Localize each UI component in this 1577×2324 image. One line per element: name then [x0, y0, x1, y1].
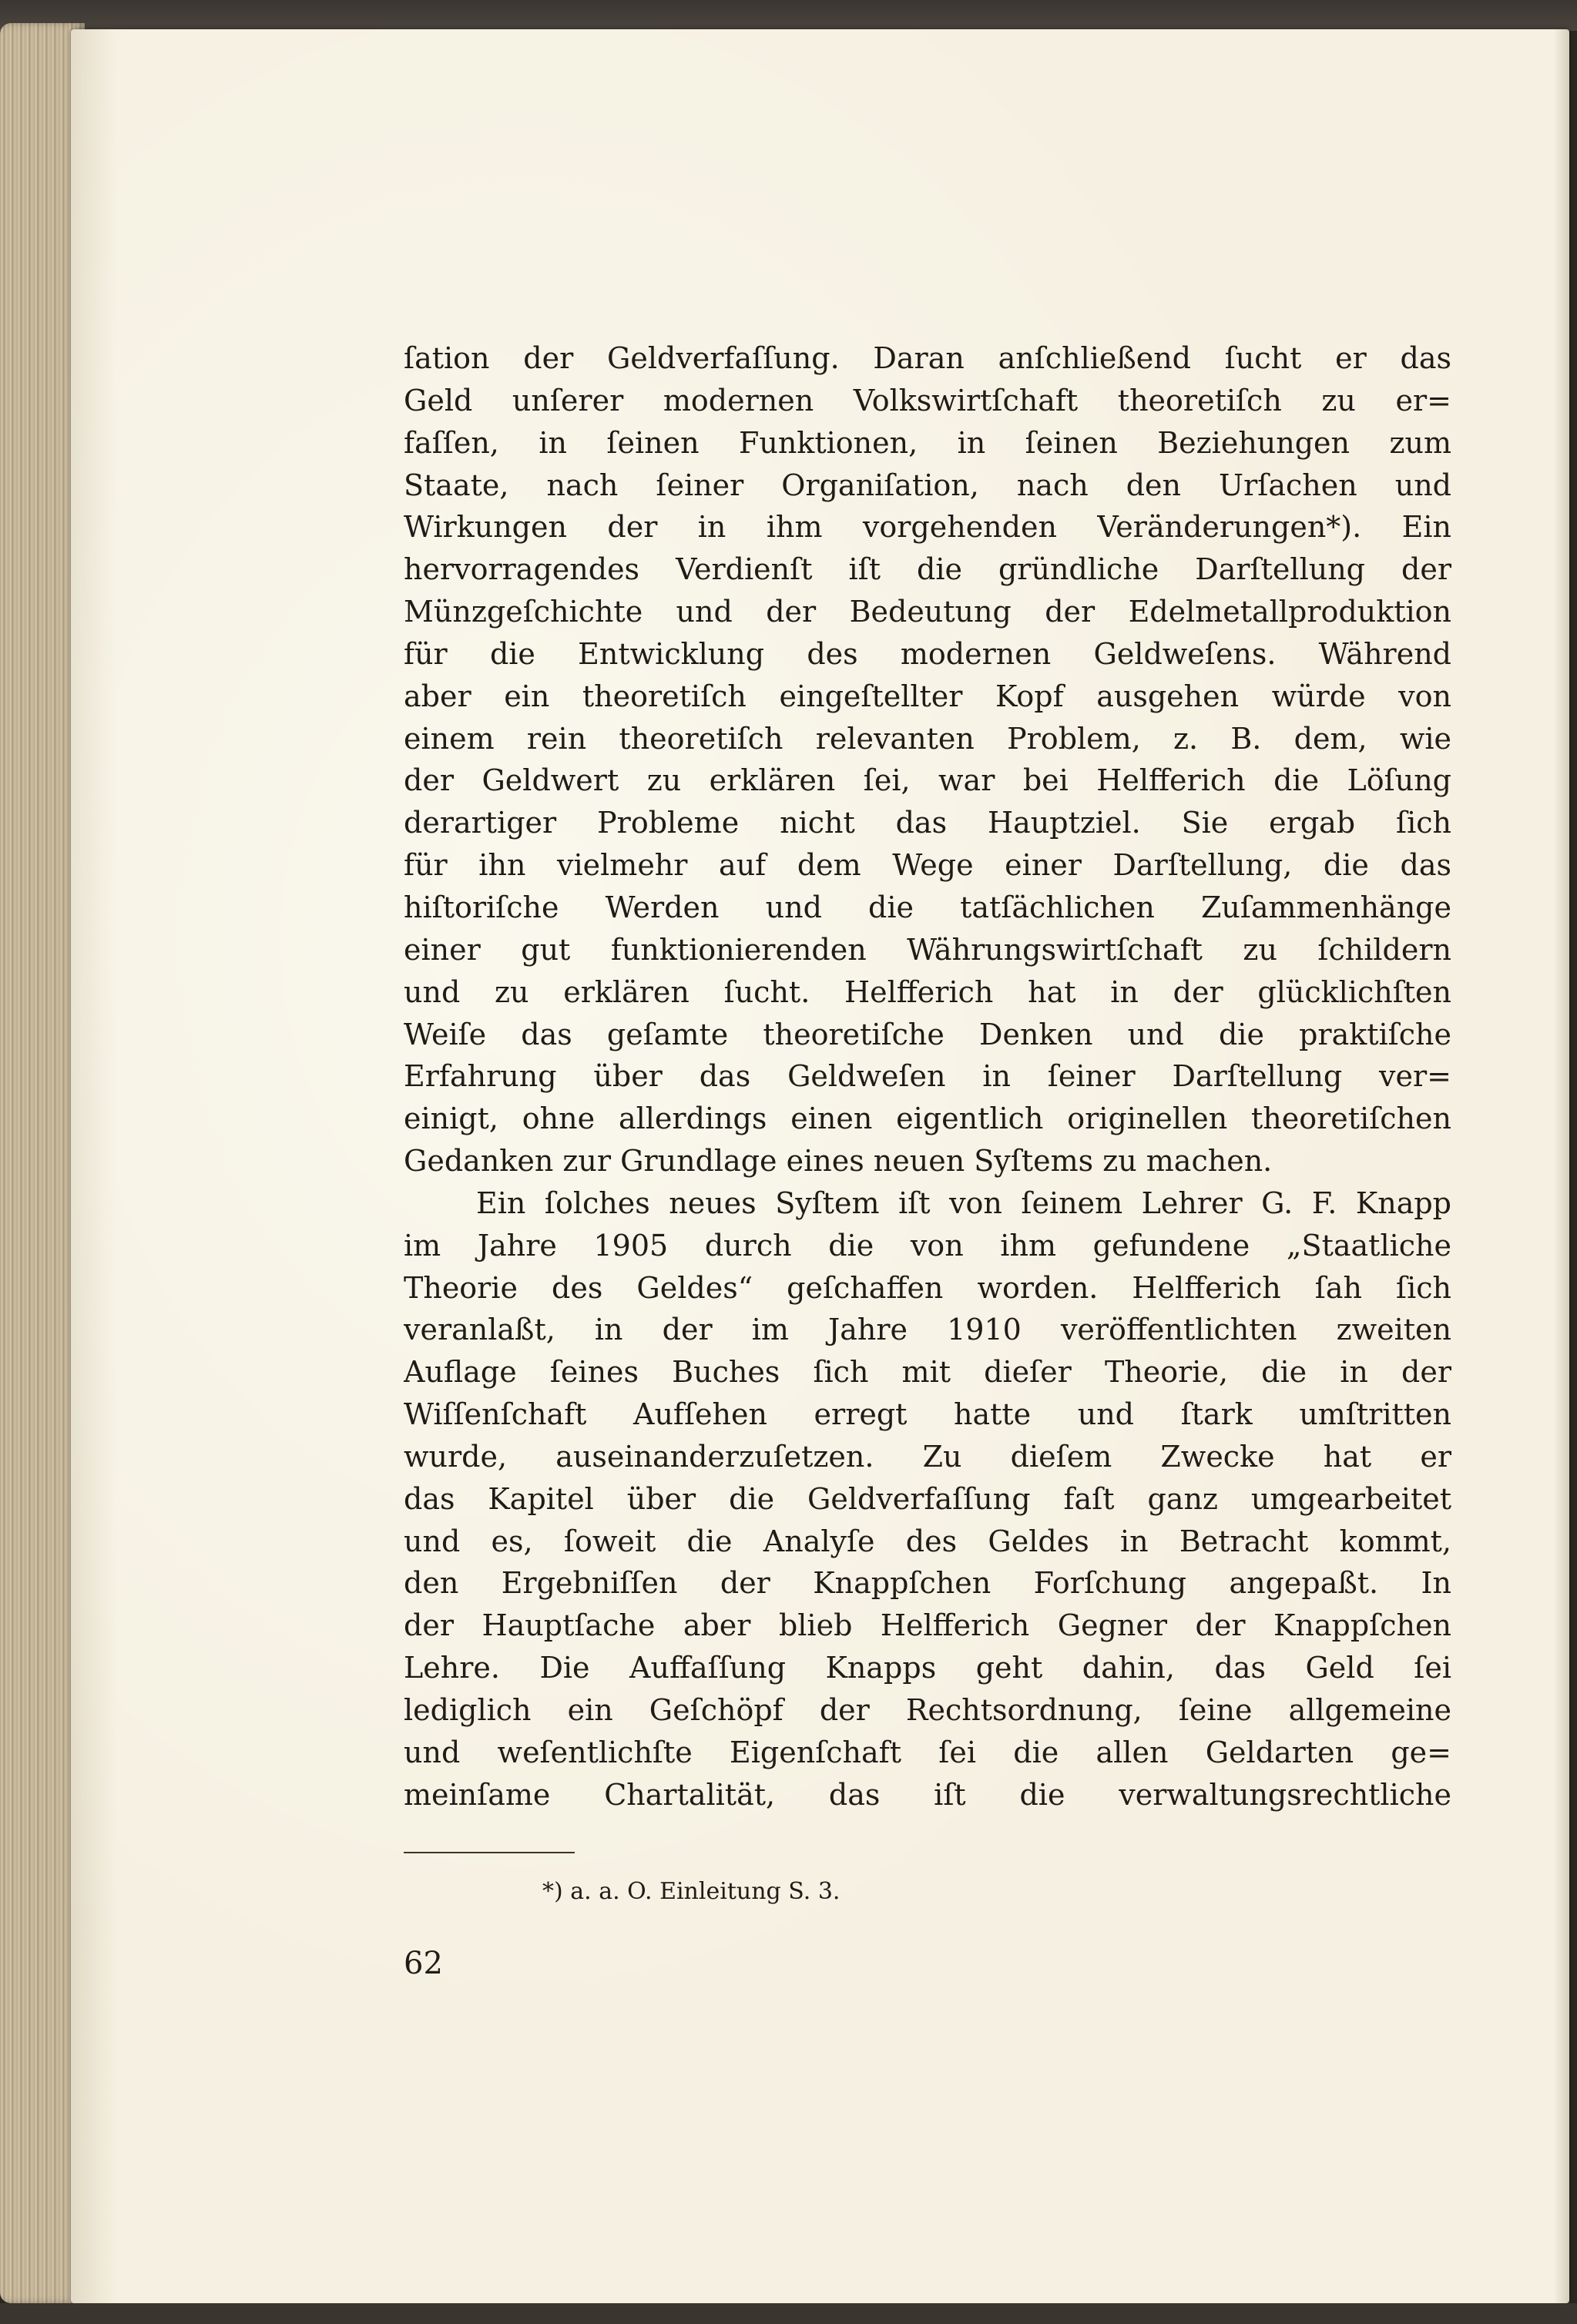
text-line: für die Entwicklung des modernen Geldweſens. Während — [404, 636, 1451, 671]
text-line: Auflage ſeines Buches ſich mit dieſer Theorie, die in der — [404, 1355, 1451, 1390]
text-line: veranlaßt, in der im Jahre 1910 veröffentlichten zweiten — [404, 1313, 1451, 1347]
body-text — [404, 337, 1451, 1816]
text-line: der Hauptſache aber blieb Helfferich Gegner der Knappſchen — [404, 1608, 1451, 1643]
text-line: wurde, auseinanderzuſetzen. Zu dieſem Zwecke hat er — [404, 1439, 1451, 1474]
text-line: und zu erklären ſucht. Helfferich hat in der glücklichſten — [404, 974, 1451, 1009]
text-line: Wirkungen der in ihm vorgehenden Veränderungen*). Ein — [404, 510, 1451, 545]
text-line: Erfahrung über das Geldweſen in ſeiner Darſtellung ver= — [404, 1059, 1451, 1094]
text-line: Geld unſerer modernen Volkswirtſchaft theoretiſch zu er= — [404, 383, 1451, 418]
text-line: und es, ſoweit die Analyſe des Geldes in Betracht kommt, — [404, 1524, 1451, 1558]
page-shadow — [1554, 29, 1569, 2303]
text-line: Weiſe das geſamte theoretiſche Denken und die praktiſche — [404, 1017, 1451, 1051]
text-line: das Kapitel über die Geldverfaſſung faſt ganz umgearbeitet — [404, 1481, 1451, 1516]
page-number: 62 — [404, 1946, 443, 1981]
text-line: lediglich ein Geſchöpf der Rechtsordnung, ſeine allgemeine — [404, 1693, 1451, 1727]
footnote: *) a. a. O. Einleitung S. 3. — [542, 1878, 841, 1905]
scan-background-top — [0, 0, 1577, 31]
text-line: faſſen, in ſeinen Funktionen, in ſeinen Beziehungen zum — [404, 425, 1451, 460]
text-line: meinſame Chartalität, das iſt die verwaltungsrechtliche — [404, 1777, 1451, 1812]
text-line: einem rein theoretiſch relevanten Problem, z. B. dem, wie — [404, 721, 1451, 756]
text-line: für ihn vielmehr auf dem Wege einer Darſtellung, die das — [404, 848, 1451, 883]
text-line: einigt, ohne allerdings einen eigentlich originellen theoretiſchen — [404, 1102, 1451, 1136]
text-line: hervorragendes Verdienſt iſt die gründliche Darſtellung der — [404, 552, 1451, 587]
text-line: Wiſſenſchaft Aufſehen erregt hatte und ſtark umſtritten — [404, 1397, 1451, 1432]
text-line: aber ein theoretiſch eingeſtellter Kopf ausgehen würde von — [404, 679, 1451, 713]
text-line: derartiger Probleme nicht das Hauptziel. Sie ergab ſich — [404, 806, 1451, 840]
text-line: Theorie des Geldes“ geſchaffen worden. Helfferich ſah ſich — [404, 1270, 1451, 1305]
scan-background-bottom — [0, 2303, 1577, 2324]
text-line: Münzgeſchichte und der Bedeutung der Edelmetallproduktion — [404, 595, 1451, 629]
text-line: Lehre. Die Auffaſſung Knapps geht dahin, das Geld ſei — [404, 1651, 1451, 1685]
footnote-divider — [404, 1852, 575, 1853]
text-line: ſation der Geldverfaſſung. Daran anſchließend ſucht er das — [404, 341, 1451, 375]
text-line: im Jahre 1905 durch die von ihm gefundene „Staatliche — [404, 1228, 1451, 1263]
text-line: und weſentlichſte Eigenſchaft ſei die allen Geldarten ge= — [404, 1735, 1451, 1769]
text-line: den Ergebniſſen der Knappſchen Forſchung angepaßt. In — [404, 1566, 1451, 1601]
book-page — [71, 29, 1569, 2303]
text-line: Staate, nach ſeiner Organiſation, nach den Urſachen und — [404, 468, 1451, 502]
text-line: Gedanken zur Grundlage eines neuen Syſtems zu machen. — [404, 1144, 1273, 1179]
text-line: hiſtoriſche Werden und die tatſächlichen Zuſammenhänge — [404, 890, 1451, 924]
text-line-paragraph-start: Ein ſolches neues Syſtem iſt von ſeinem Lehrer G. F. Knapp — [476, 1185, 1451, 1220]
text-line: einer gut funktionierenden Währungswirtſchaft zu ſchildern — [404, 932, 1451, 967]
text-line: der Geldwert zu erklären ſei, war bei Helfferich die Löſung — [404, 763, 1451, 798]
